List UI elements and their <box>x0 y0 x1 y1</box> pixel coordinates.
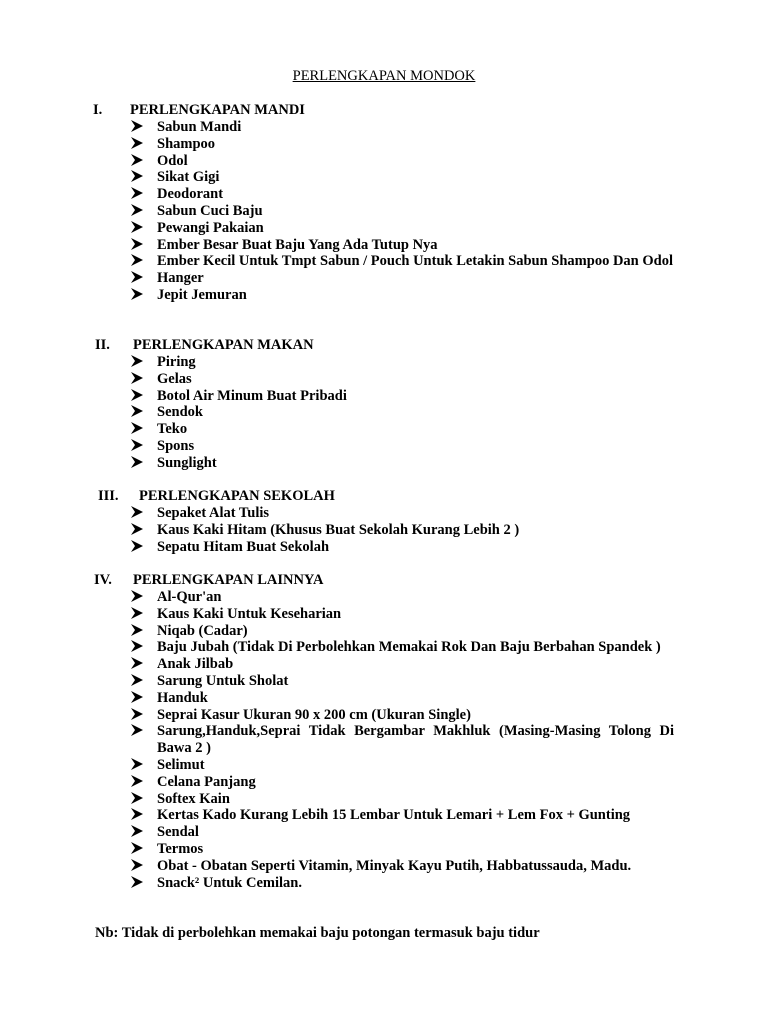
list-item <box>0 539 674 556</box>
arrow-bullet-icon <box>130 354 146 370</box>
arrow-bullet-icon <box>130 203 146 219</box>
list-item <box>0 707 674 724</box>
list-item-text: Odol <box>157 152 188 169</box>
list-item-text: Niqab (Cadar) <box>157 622 248 639</box>
list-item <box>0 606 674 623</box>
list-item <box>0 119 674 136</box>
section-numeral: I. <box>93 102 103 118</box>
arrow-bullet-icon <box>130 287 146 303</box>
list-item-text: Sunglight <box>157 454 217 471</box>
list-item-text: Handuk <box>157 689 208 706</box>
list-item <box>0 522 674 539</box>
arrow-bullet-icon <box>130 791 146 807</box>
list-item-text: Sikat Gigi <box>157 169 220 186</box>
list-item <box>0 270 674 287</box>
list-item-text: Hanger <box>157 270 204 287</box>
arrow-bullet-icon <box>130 656 146 672</box>
list-item <box>0 690 674 707</box>
list-item-text: Kaus Kaki Untuk Keseharian <box>157 605 342 622</box>
list-item <box>0 153 674 170</box>
list-item-text: Shampoo <box>157 135 216 152</box>
arrow-bullet-icon <box>130 505 146 521</box>
section-mandi <box>0 102 768 304</box>
list-item-text: Sarung Untuk Sholat <box>157 672 289 689</box>
list-item <box>0 807 674 824</box>
section-heading <box>0 488 768 505</box>
list-item-text: Ember Besar Buat Baju Yang Ada Tutup Nya <box>157 236 438 253</box>
list-item-text: Celana Panjang <box>157 773 256 790</box>
section-sekolah <box>0 488 768 555</box>
arrow-bullet-icon <box>130 774 146 790</box>
arrow-bullet-icon <box>130 623 146 639</box>
list-item <box>0 774 674 791</box>
list-item <box>0 169 674 186</box>
page-title: PERLENGKAPAN MONDOK <box>292 68 476 84</box>
list-item <box>0 354 674 371</box>
arrow-bullet-icon <box>130 270 146 286</box>
list-item-text: Sendok <box>157 404 203 421</box>
section-heading <box>0 102 768 119</box>
list-item-text: Al-Qur'an <box>157 589 222 605</box>
list-item <box>0 186 674 203</box>
list-item-text: Snack² Untuk Cemilan. <box>157 874 302 891</box>
section-title: PERLENGKAPAN SEKOLAH <box>139 488 335 504</box>
list-item <box>0 875 674 892</box>
list-item-text: Jepit Jemuran <box>157 286 247 303</box>
list-item-text: Gelas <box>157 370 192 387</box>
list-item <box>0 757 674 774</box>
arrow-bullet-icon <box>130 589 146 605</box>
list-item-text: Piring <box>157 354 196 370</box>
arrow-bullet-icon <box>130 404 146 420</box>
section-title: PERLENGKAPAN MANDI <box>130 102 305 118</box>
list-item-text: Kaus Kaki Hitam (Khusus Buat Sekolah Kurang Lebih 2 ) <box>157 521 520 538</box>
arrow-bullet-icon <box>130 455 146 471</box>
arrow-bullet-icon <box>130 522 146 538</box>
section-title: PERLENGKAPAN LAINNYA <box>133 572 324 588</box>
arrow-bullet-icon <box>130 237 146 253</box>
list-item <box>0 371 674 388</box>
arrow-bullet-icon <box>130 639 146 655</box>
list-item <box>0 455 674 472</box>
list-item <box>0 136 674 153</box>
section-lainnya <box>0 572 768 891</box>
arrow-bullet-icon <box>130 119 146 135</box>
list-item <box>0 203 674 220</box>
list-item <box>0 824 674 841</box>
list-item-text: Seprai Kasur Ukuran 90 x 200 cm (Ukuran Single) <box>157 706 471 723</box>
list-item-text: Anak Jilbab <box>157 656 234 673</box>
list-item <box>0 589 674 606</box>
footnote: Nb: Tidak di perbolehkan memakai baju potongan termasuk baju tidur <box>95 925 540 941</box>
list-item-text: Sarung,Handuk,Seprai Tidak Bergambar Makhluk (Masing-Masing Tolong Di Bawa 2 ) <box>157 723 674 757</box>
arrow-bullet-icon <box>130 757 146 773</box>
list-item <box>0 220 674 237</box>
arrow-bullet-icon <box>130 707 146 723</box>
arrow-bullet-icon <box>130 875 146 891</box>
list-item <box>0 505 674 522</box>
list-item-text: Selimut <box>157 756 205 773</box>
arrow-bullet-icon <box>130 539 146 555</box>
arrow-bullet-icon <box>130 136 146 152</box>
section-title: PERLENGKAPAN MAKAN <box>133 337 314 353</box>
arrow-bullet-icon <box>130 824 146 840</box>
arrow-bullet-icon <box>130 438 146 454</box>
arrow-bullet-icon <box>130 153 146 169</box>
arrow-bullet-icon <box>130 169 146 185</box>
list-item <box>0 253 674 270</box>
list-item <box>0 623 674 640</box>
arrow-bullet-icon <box>130 841 146 857</box>
list-item-text: Baju Jubah (Tidak Di Perbolehkan Memakai Rok Dan Baju Berbahan Spandek ) <box>157 639 661 656</box>
arrow-bullet-icon <box>130 388 146 404</box>
arrow-bullet-icon <box>130 690 146 706</box>
arrow-bullet-icon <box>130 858 146 874</box>
list-item <box>0 237 674 254</box>
list-item <box>0 421 674 438</box>
arrow-bullet-icon <box>130 673 146 689</box>
arrow-bullet-icon <box>130 371 146 387</box>
arrow-bullet-icon <box>130 186 146 202</box>
arrow-bullet-icon <box>130 807 146 823</box>
section-numeral: II. <box>95 337 110 353</box>
arrow-bullet-icon <box>130 253 146 269</box>
list-item <box>0 656 674 673</box>
list-item-text: Spons <box>157 437 195 454</box>
list-item <box>0 841 674 858</box>
list-item <box>0 791 674 808</box>
list-item-text: Ember Kecil Untuk Tmpt Sabun / Pouch Untuk Letakin Sabun Shampoo Dan Odol <box>157 253 673 270</box>
list-item-text: Sepaket Alat Tulis <box>157 505 270 521</box>
list-item-text: Teko <box>157 421 188 438</box>
section-makan <box>0 337 768 472</box>
list-item <box>0 438 674 455</box>
list-item <box>0 723 674 757</box>
list-item-text: Obat - Obatan Seperti Vitamin, Minyak Kayu Putih, Habbatussauda, Madu. <box>157 857 632 874</box>
list-item <box>0 639 674 656</box>
list-item <box>0 388 674 405</box>
section-heading <box>0 572 768 589</box>
arrow-bullet-icon <box>130 723 146 739</box>
arrow-bullet-icon <box>130 606 146 622</box>
list-item <box>0 673 674 690</box>
list-item-text: Sabun Mandi <box>157 119 242 135</box>
list-item <box>0 404 674 421</box>
arrow-bullet-icon <box>130 220 146 236</box>
section-heading <box>0 337 768 354</box>
list-item <box>0 287 674 304</box>
list-item <box>0 858 674 875</box>
list-item-text: Kertas Kado Kurang Lebih 15 Lembar Untuk Lemari + Lem Fox + Gunting <box>157 807 631 824</box>
list-item-text: Deodorant <box>157 186 224 203</box>
list-item-text: Softex Kain <box>157 790 230 807</box>
list-item-text: Botol Air Minum Buat Pribadi <box>157 387 347 404</box>
section-numeral: IV. <box>94 572 112 588</box>
list-item-text: Sendal <box>157 824 199 841</box>
arrow-bullet-icon <box>130 421 146 437</box>
list-item-text: Termos <box>157 840 204 857</box>
list-item-text: Sabun Cuci Baju <box>157 202 263 219</box>
section-numeral: III. <box>98 488 119 504</box>
list-item-text: Sepatu Hitam Buat Sekolah <box>157 538 330 555</box>
list-item-text: Pewangi Pakaian <box>157 219 264 236</box>
